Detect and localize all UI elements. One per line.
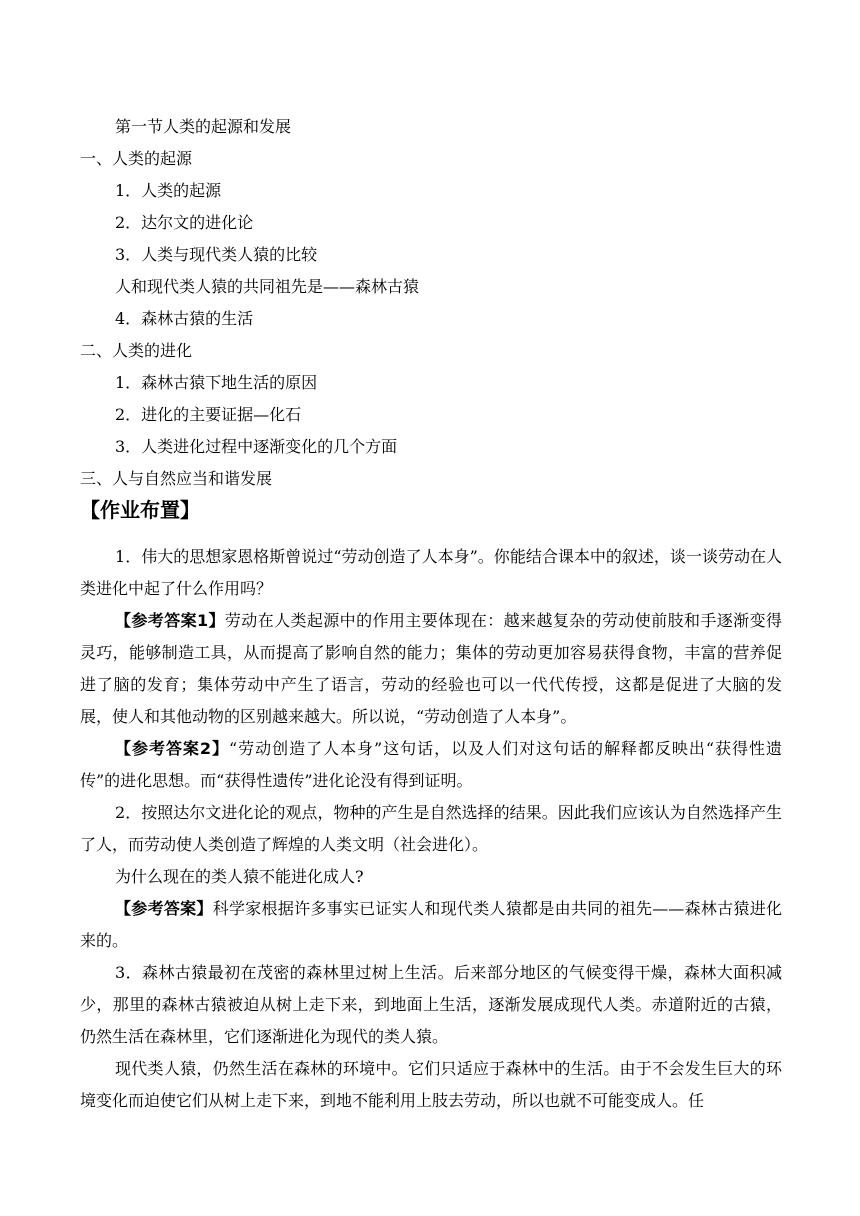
answer-text: 劳动在人类起源中的作用主要体现在：越来越复杂的劳动使前肢和手逐渐变得灵巧，能够制造工具，从而提高了影响自然的能力；集体的劳动更加容易获得食物，丰富的营养促进了脑的发育；集体劳动中产生了语言，劳动的经验也可以一代代传授，这都是促进了大脑的发展，使人和其他动物的区别越来越大。所以说，“劳动创造了人本身”。 [80, 611, 782, 726]
outline-item: 1．人类的起源 [115, 181, 222, 200]
outline-part-1: 一、人类的起源 [80, 149, 193, 168]
outline-note: 人和现代类人猿的共同祖先是——森林古猿 [115, 277, 420, 296]
answer-label: 【参考答案1】 [115, 611, 225, 630]
answer-1 [80, 605, 782, 733]
answer-label: 【参考答案2】 [115, 739, 230, 758]
outline-item: 3．人类与现代类人猿的比较 [115, 245, 318, 264]
question-2: 2．按照达尔文进化论的观点，物种的产生是自然选择的结果。因此我们应该认为自然选择产生了人，而劳动使人类创造了辉煌的人类文明（社会进化）。 [80, 803, 782, 854]
outline-item: 2．进化的主要证据—化石 [115, 405, 302, 424]
answer-label: 【参考答案】 [115, 899, 213, 918]
question-3: 为什么现在的类人猿不能进化成人? [115, 867, 364, 886]
answer-3 [80, 893, 782, 957]
outline-item: 1．森林古猿下地生活的原因 [115, 373, 318, 392]
answer-2 [80, 733, 782, 797]
homework-heading: 【作业布置】 [80, 498, 200, 522]
answer-text: “劳动创造了人本身”这句话，以及人们对这句话的解释都反映出“获得性遗传”的进化思想。而“获得性遗传”进化论没有得到证明。 [80, 739, 782, 790]
section-title: 第一节人类的起源和发展 [115, 117, 292, 136]
outline-item: 4．森林古猿的生活 [115, 309, 254, 328]
outline-part-2: 二、人类的进化 [80, 341, 193, 360]
question-1: 1．伟大的思想家恩格斯曾说过“劳动创造了人本身”。你能结合课本中的叙述，谈一谈劳动在人类进化中起了什么作用吗？ [80, 547, 782, 598]
outline-item: 2．达尔文的进化论 [115, 213, 254, 232]
outline-part-3: 三、人与自然应当和谐发展 [80, 469, 273, 488]
paragraph-4: 现代类人猿，仍然生活在森林的环境中。它们只适应于森林中的生活。由于不会发生巨大的环境变化而迫使它们从树上走下来，到地不能利用上肢去劳动，所以也就不可能变成人。任 [80, 1059, 782, 1110]
outline-item: 3．人类进化过程中逐渐变化的几个方面 [115, 437, 398, 456]
answer-text: 科学家根据许多事实已证实人和现代类人猿都是由共同的祖先——森林古猿进化来的。 [80, 899, 782, 950]
paragraph-3: 3．森林古猿最初在茂密的森林里过树上生活。后来部分地区的气候变得干燥，森林大面积减少，那里的森林古猿被迫从树上走下来，到地面上生活，逐渐发展成现代人类。赤道附近的古猿，仍然生活在森林里，它们逐渐进化为现代的类人猿。 [80, 963, 782, 1046]
